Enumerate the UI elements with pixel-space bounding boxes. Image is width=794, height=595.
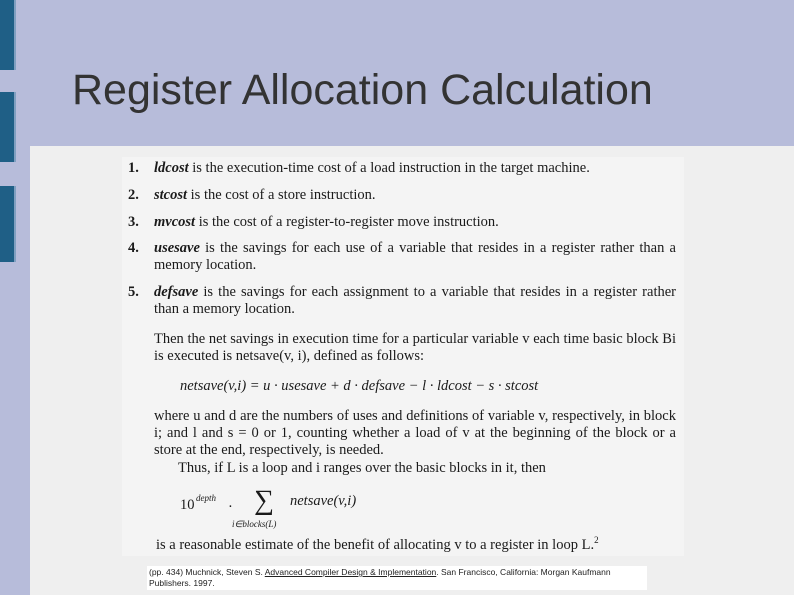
formula-loop-sum xyxy=(180,487,480,527)
footnote-marker: 2 xyxy=(594,535,599,545)
paragraph-net-savings: Then the net savings in execution time for a particular variable v each time basic block Bi is executed is netsave(v, i), defined as follows: xyxy=(154,331,676,364)
definition: is the savings for each assignment to a variable that resides in a register rather than a memory location. xyxy=(154,284,676,317)
definition: is the cost of a register-to-register move instruction. xyxy=(195,214,499,230)
slide-title: Register Allocation Calculation xyxy=(72,66,653,114)
final-sentence xyxy=(156,535,676,554)
citation-suffix: . San Francisco, California: Morgan Kaufmann Publishers. 1997. xyxy=(149,567,611,588)
citation xyxy=(147,566,647,590)
sum-symbol: ∑ xyxy=(254,485,274,516)
formula-base: 10 xyxy=(180,497,195,513)
formula-exponent: depth xyxy=(196,493,216,503)
paragraph-where: where u and d are the numbers of uses and definitions of variable v, respectively, in block i; and l and s = 0 or 1, counting whether a load of v at the beginning of the block or a store at the end, respectively, is needed. xyxy=(154,408,676,458)
item-text xyxy=(154,284,676,318)
term: mvcost xyxy=(154,214,196,230)
formula-netsave: netsave(v,i) = u · usesave + d · defsave − l · ldcost − s · stcost xyxy=(180,378,539,394)
term: defsave xyxy=(154,284,199,300)
item-text xyxy=(154,160,676,177)
final-text: is a reasonable estimate of the benefit of allocating v to a register in loop L. xyxy=(156,536,595,553)
item-number: 4. xyxy=(128,240,139,256)
scanned-book-page xyxy=(122,157,684,556)
term: ldcost xyxy=(154,160,189,176)
citation-book-title: Advanced Compiler Design & Implementation xyxy=(264,567,437,577)
accent-bar-3 xyxy=(0,186,16,262)
term: stcost xyxy=(154,187,188,203)
definition: is the savings for each use of a variable that resides in a register rather than a memory location. xyxy=(154,240,676,273)
accent-bar-2 xyxy=(0,92,16,162)
item-text xyxy=(154,187,676,204)
item-number: 1. xyxy=(128,160,139,176)
definition: is the execution-time cost of a load instruction in the target machine. xyxy=(188,160,590,176)
item-number: 2. xyxy=(128,187,139,203)
paragraph-thus: Thus, if L is a loop and i ranges over the basic blocks in it, then xyxy=(178,460,546,476)
item-number: 3. xyxy=(128,214,139,230)
accent-bar-1 xyxy=(0,0,16,70)
definition: is the cost of a store instruction. xyxy=(187,187,376,203)
citation-prefix: (pp. 434) Muchnick, Steven S. xyxy=(149,567,265,577)
term: usesave xyxy=(154,240,200,256)
formula-dot: · xyxy=(228,499,233,515)
item-text xyxy=(154,240,676,274)
item-number: 5. xyxy=(128,284,139,300)
sum-subscript: i∈blocks(L) xyxy=(232,519,277,529)
item-text xyxy=(154,214,676,231)
formula-term: netsave(v,i) xyxy=(290,493,357,509)
